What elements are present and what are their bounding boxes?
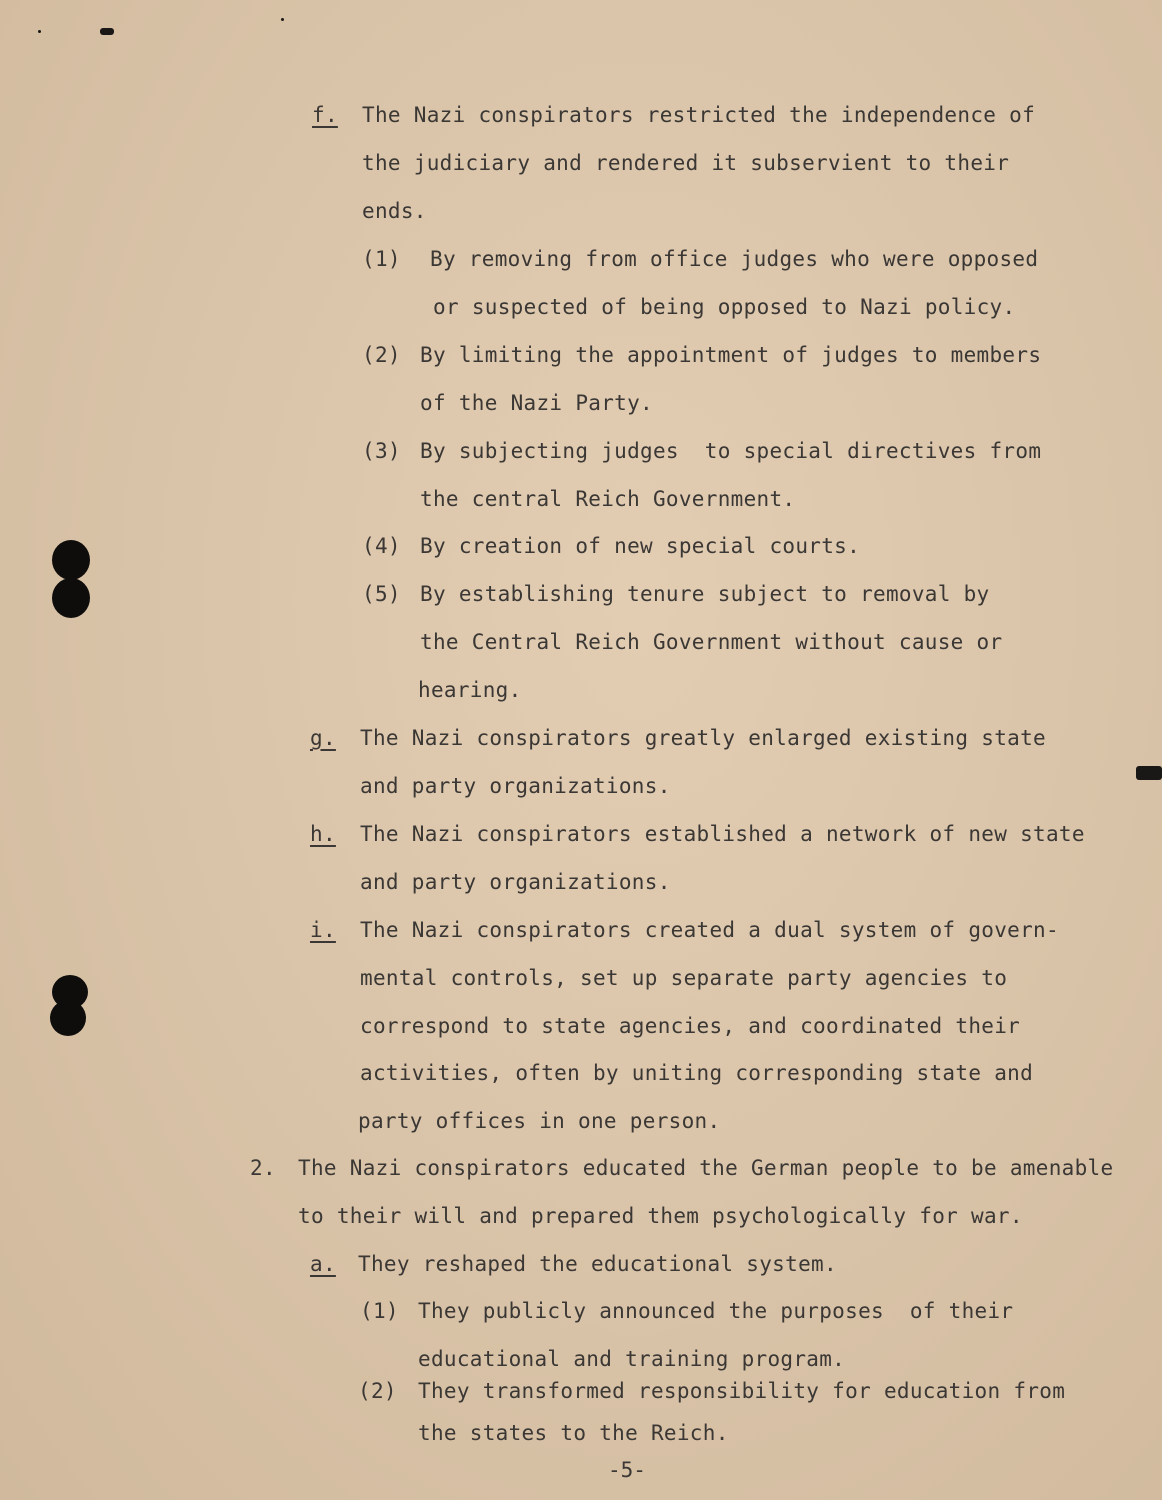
text-line: and party organizations.	[360, 870, 671, 894]
edge-mark-top	[100, 28, 114, 35]
text-line: to their will and prepared them psychologically for war.	[298, 1204, 1023, 1228]
speck-2	[281, 18, 284, 21]
text-line: hearing.	[418, 678, 522, 702]
text-line: By subjecting judges to special directives from	[420, 439, 1042, 463]
text-line: activities, often by uniting corresponding state and	[360, 1061, 1034, 1085]
text-line: correspond to state agencies, and coordinated their	[360, 1014, 1021, 1038]
marker-sub-1: (1)	[362, 247, 401, 271]
text-line: the Central Reich Government without cause or	[420, 630, 1003, 654]
marker-sub-4: (4)	[362, 534, 401, 558]
marker-sub-5: (5)	[362, 582, 401, 606]
binder-hole-2	[52, 578, 90, 618]
text-line: By creation of new special courts.	[420, 534, 861, 558]
text-line: The Nazi conspirators greatly enlarged existing state	[360, 726, 1046, 750]
text-line: By limiting the appointment of judges to members	[420, 343, 1042, 367]
text-line: By establishing tenure subject to removal by	[420, 582, 990, 606]
text-line: By removing from office judges who were opposed	[430, 247, 1039, 271]
text-line: of the Nazi Party.	[420, 391, 653, 415]
page-number: -5-	[608, 1458, 646, 1482]
text-line: and party organizations.	[360, 774, 671, 798]
text-line: the states to the Reich.	[418, 1421, 729, 1445]
edge-mark-right	[1136, 766, 1162, 780]
text-line: ends.	[362, 199, 427, 223]
text-line: They transformed responsibility for education from	[418, 1379, 1066, 1403]
marker-h: h.	[310, 822, 336, 846]
marker-sub-1b: (1)	[360, 1299, 399, 1323]
text-line: the central Reich Government.	[420, 487, 796, 511]
text-line: The Nazi conspirators educated the German people to be amenable	[298, 1156, 1114, 1180]
text-line: They publicly announced the purposes of their	[418, 1299, 1014, 1323]
text-line: mental controls, set up separate party agencies to	[360, 966, 1008, 990]
marker-a: a.	[310, 1252, 336, 1276]
binder-hole-4	[50, 1000, 86, 1036]
text-line: educational and training program.	[418, 1347, 846, 1371]
binder-hole-1	[52, 540, 90, 580]
text-line: The Nazi conspirators established a network of new state	[360, 822, 1085, 846]
text-line: The Nazi conspirators created a dual system of govern-	[360, 918, 1059, 942]
text-line: or suspected of being opposed to Nazi policy.	[433, 295, 1016, 319]
marker-sub-2b: (2)	[358, 1379, 397, 1403]
marker-sub-2: (2)	[362, 343, 401, 367]
text-line: They reshaped the educational system.	[358, 1252, 837, 1276]
marker-sub-3: (3)	[362, 439, 401, 463]
marker-f: f.	[312, 103, 338, 127]
text-line: The Nazi conspirators restricted the independence of	[362, 103, 1036, 127]
speck-1	[38, 30, 41, 33]
marker-i: i.	[310, 918, 336, 942]
marker-2: 2.	[250, 1156, 276, 1180]
text-line: the judiciary and rendered it subservient to their	[362, 151, 1010, 175]
text-line: party offices in one person.	[358, 1109, 721, 1133]
marker-g: g.	[310, 726, 336, 750]
